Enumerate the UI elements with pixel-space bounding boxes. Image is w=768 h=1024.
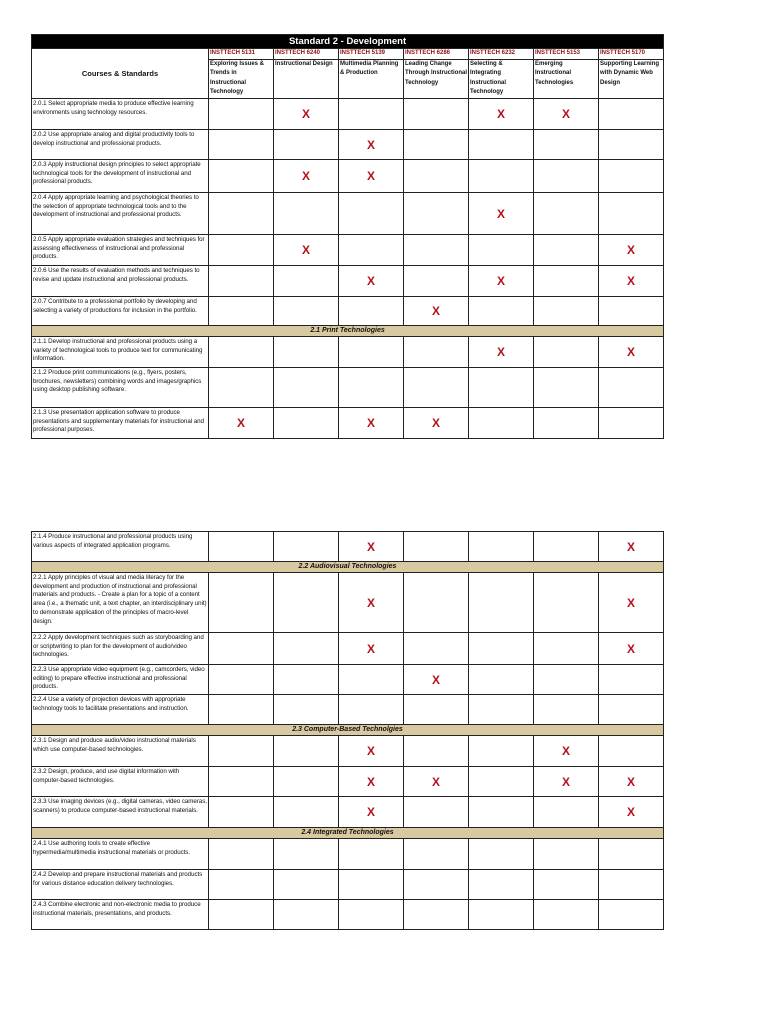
standard-row xyxy=(32,736,664,767)
mark-cell xyxy=(339,870,404,900)
x-mark: X xyxy=(496,206,505,221)
standard-text: 2.2.3 Use appropriate video equipment (e.g., camcorders, video editing) to prepare effective instructional and professional products. xyxy=(32,665,209,695)
mark-cell xyxy=(339,532,404,562)
mark-cell xyxy=(339,797,404,828)
mark-cell xyxy=(404,870,469,900)
mark-cell xyxy=(209,408,274,439)
mark-cell xyxy=(534,408,599,439)
mark-cell xyxy=(599,193,664,235)
standard-row xyxy=(32,266,664,297)
mark-cell xyxy=(404,235,469,266)
standard-text: 2.0.1 Select appropriate media to produce effective learning environments using technology resources. xyxy=(32,99,209,130)
mark-cell xyxy=(534,797,599,828)
mark-cell xyxy=(404,160,469,193)
mark-cell xyxy=(469,695,534,725)
course-header-7 xyxy=(599,49,664,99)
standard-text: 2.0.5 Apply appropriate evaluation strategies and techniques for assessing effectiveness of instructional and professional products. xyxy=(32,235,209,266)
standard-row xyxy=(32,297,664,326)
standard-row xyxy=(32,573,664,633)
mark-cell xyxy=(599,573,664,633)
x-mark: X xyxy=(561,774,570,789)
standard-text: 2.1.3 Use presentation application software to produce presentations and supplementary materials for instructional and professional purposes. xyxy=(32,408,209,439)
mark-cell xyxy=(209,767,274,797)
course-code: INSTTECH 6286 xyxy=(404,49,468,60)
mark-cell xyxy=(469,297,534,326)
mark-cell xyxy=(599,130,664,160)
mark-cell xyxy=(469,266,534,297)
mark-cell xyxy=(599,160,664,193)
course-name: Leading Change Through Instructional Technology xyxy=(405,60,467,86)
mark-cell xyxy=(469,130,534,160)
mark-cell xyxy=(599,408,664,439)
mark-cell xyxy=(209,900,274,930)
mark-cell xyxy=(469,767,534,797)
x-mark: X xyxy=(626,539,635,554)
mark-cell xyxy=(274,235,339,266)
mark-cell xyxy=(339,99,404,130)
mark-cell xyxy=(469,193,534,235)
mark-cell xyxy=(339,695,404,725)
x-mark: X xyxy=(236,416,245,430)
mark-cell xyxy=(209,266,274,297)
mark-cell xyxy=(339,368,404,408)
mark-cell xyxy=(209,193,274,235)
mark-cell xyxy=(404,633,469,665)
standard-text: 2.4.3 Combine electronic and non-electronic media to produce instructional materials, presentations, and products. xyxy=(32,900,209,930)
section-row xyxy=(32,828,664,839)
mark-cell xyxy=(209,160,274,193)
mark-cell xyxy=(339,767,404,797)
mark-cell xyxy=(534,266,599,297)
standard-row xyxy=(32,665,664,695)
mark-cell xyxy=(599,736,664,767)
mark-cell xyxy=(209,99,274,130)
mark-cell xyxy=(404,695,469,725)
mark-cell xyxy=(534,695,599,725)
mark-cell xyxy=(274,99,339,130)
mark-cell xyxy=(274,297,339,326)
course-code: INSTTECH 5131 xyxy=(209,49,273,60)
x-mark: X xyxy=(561,744,570,758)
mark-cell xyxy=(209,736,274,767)
standard-row xyxy=(32,337,664,368)
x-mark: X xyxy=(366,744,375,758)
mark-cell xyxy=(599,767,664,797)
mark-cell xyxy=(534,573,599,633)
mark-cell xyxy=(209,532,274,562)
section-row xyxy=(32,725,664,736)
mark-cell xyxy=(339,408,404,439)
x-mark: X xyxy=(301,243,310,257)
mark-cell xyxy=(404,797,469,828)
mark-cell xyxy=(534,368,599,408)
x-mark: X xyxy=(431,416,440,430)
mark-cell xyxy=(209,665,274,695)
section-heading: 2.3 Computer-Based Technolgies xyxy=(32,725,664,736)
mark-cell xyxy=(534,736,599,767)
x-mark: X xyxy=(301,169,310,183)
course-name: Selecting & Integrating Instructional Technology xyxy=(470,60,507,96)
mark-cell xyxy=(599,297,664,326)
mark-cell xyxy=(209,235,274,266)
mark-cell xyxy=(599,266,664,297)
mark-cell xyxy=(469,573,534,633)
mark-cell xyxy=(404,532,469,562)
x-mark: X xyxy=(627,345,636,359)
mark-cell xyxy=(209,337,274,368)
standard-row xyxy=(32,193,664,235)
mark-cell xyxy=(404,337,469,368)
standard-text: 2.1.2 Produce print communications (e.g., flyers, posters, brochures, newsletters) combining words and images/graphics using desktop publishing software. xyxy=(32,368,209,408)
mark-cell xyxy=(404,297,469,326)
x-mark: X xyxy=(627,274,636,288)
course-header-5 xyxy=(469,49,534,99)
mark-cell xyxy=(469,99,534,130)
mark-cell xyxy=(339,665,404,695)
mark-cell xyxy=(274,193,339,235)
mark-cell xyxy=(469,160,534,193)
section-row xyxy=(32,562,664,573)
mark-cell xyxy=(469,532,534,562)
course-header-2 xyxy=(274,49,339,99)
mark-cell xyxy=(534,297,599,326)
mark-cell xyxy=(534,160,599,193)
standard-row xyxy=(32,130,664,160)
standard-text: 2.0.6 Use the results of evaluation methods and techniques to revise and update instructional and professional products. xyxy=(32,266,209,297)
mark-cell xyxy=(469,368,534,408)
mark-cell xyxy=(599,900,664,930)
mark-cell xyxy=(534,839,599,870)
standard-text: 2.0.4 Apply appropriate learning and psychological theories to the selection of appropriate technological tools and to the development of instructional and professional products. xyxy=(32,193,209,235)
mark-cell xyxy=(599,532,664,562)
mark-cell xyxy=(339,736,404,767)
mark-cell xyxy=(209,797,274,828)
mark-cell xyxy=(534,532,599,562)
standard-row xyxy=(32,900,664,930)
x-mark: X xyxy=(366,641,375,656)
x-mark: X xyxy=(496,345,505,359)
x-mark: X xyxy=(561,107,570,121)
mark-cell xyxy=(274,408,339,439)
mark-cell xyxy=(599,695,664,725)
mark-cell xyxy=(534,900,599,930)
mark-cell xyxy=(404,368,469,408)
course-name: Emerging Instructional Technologies xyxy=(535,60,574,86)
mark-cell xyxy=(274,160,339,193)
course-name: Exploring Issues & Trends in Instructional Technology xyxy=(210,60,265,96)
mark-cell xyxy=(599,797,664,828)
mark-cell xyxy=(534,870,599,900)
mark-cell xyxy=(404,900,469,930)
mark-cell xyxy=(274,767,339,797)
standards-table-2 xyxy=(31,531,664,930)
standard-text: 2.0.3 Apply instructional design principles to select appropriate technological tools for the development of instructional and professional products. xyxy=(32,160,209,193)
x-mark: X xyxy=(366,805,375,819)
standard-text: 2.4.1 Use authoring tools to create effective hypermedia/multimedia instructional materials or products. xyxy=(32,839,209,870)
standard-text: 2.3.2 Design, produce, and use digital information with computer-based technologies. xyxy=(32,767,209,797)
mark-cell xyxy=(209,633,274,665)
mark-cell xyxy=(469,633,534,665)
x-mark: X xyxy=(626,641,635,656)
mark-cell xyxy=(534,633,599,665)
mark-cell xyxy=(599,235,664,266)
course-header-4 xyxy=(404,49,469,99)
x-mark: X xyxy=(496,274,505,288)
mark-cell xyxy=(599,99,664,130)
mark-cell xyxy=(534,665,599,695)
mark-cell xyxy=(404,408,469,439)
standard-text: 2.3.3 Use imaging devices (e.g., digital cameras, video cameras, scanners) to produce computer-based instructional materials. xyxy=(32,797,209,828)
mark-cell xyxy=(534,193,599,235)
standard-text: 2.0.7 Contribute to a professional portfolio by developing and selecting a variety of productions for inclusion in the portfolio. xyxy=(32,297,209,326)
mark-cell xyxy=(599,337,664,368)
x-mark: X xyxy=(626,774,635,789)
standards-table-1 xyxy=(31,34,664,439)
course-header-6 xyxy=(534,49,599,99)
mark-cell xyxy=(274,870,339,900)
mark-cell xyxy=(274,532,339,562)
mark-cell xyxy=(209,368,274,408)
mark-cell xyxy=(274,266,339,297)
mark-cell xyxy=(534,130,599,160)
standard-row xyxy=(32,633,664,665)
standard-text: 2.0.2 Use appropriate analog and digital productivity tools to develop instructional and professional products. xyxy=(32,130,209,160)
x-mark: X xyxy=(366,774,375,789)
mark-cell xyxy=(599,839,664,870)
mark-cell xyxy=(469,870,534,900)
course-code: INSTTECH 5139 xyxy=(339,49,403,60)
standard-row xyxy=(32,839,664,870)
mark-cell xyxy=(209,839,274,870)
mark-cell xyxy=(339,573,404,633)
mark-cell xyxy=(274,695,339,725)
mark-cell xyxy=(339,235,404,266)
mark-cell xyxy=(274,337,339,368)
mark-cell xyxy=(599,368,664,408)
course-code: INSTTECH 5153 xyxy=(534,49,598,60)
x-mark: X xyxy=(366,416,375,430)
x-mark: X xyxy=(366,539,375,554)
mark-cell xyxy=(469,797,534,828)
mark-cell xyxy=(404,193,469,235)
mark-cell xyxy=(469,665,534,695)
standard-text: 2.1.1 Develop instructional and professional products using a variety of technological tools to produce text for communicating information. xyxy=(32,337,209,368)
standard-row xyxy=(32,870,664,900)
mark-cell xyxy=(404,266,469,297)
mark-cell xyxy=(469,736,534,767)
mark-cell xyxy=(274,797,339,828)
courses-standards-label: Courses & Standards xyxy=(32,49,209,99)
course-code: INSTTECH 6240 xyxy=(274,49,338,60)
x-mark: X xyxy=(431,304,440,318)
mark-cell xyxy=(274,573,339,633)
mark-cell xyxy=(339,839,404,870)
course-code: INSTTECH 6232 xyxy=(469,49,533,60)
mark-cell xyxy=(404,665,469,695)
section-heading: 2.1 Print Technologies xyxy=(32,326,664,337)
mark-cell xyxy=(534,337,599,368)
x-mark: X xyxy=(627,243,636,257)
mark-cell xyxy=(339,900,404,930)
x-mark: X xyxy=(301,107,310,121)
x-mark: X xyxy=(626,805,635,819)
x-mark: X xyxy=(366,169,375,183)
standard-row xyxy=(32,532,664,562)
section-heading: 2.4 Integrated Technologies xyxy=(32,828,664,839)
mark-cell xyxy=(404,767,469,797)
standard-text: 2.2.1 Apply principles of visual and media literacy for the development and production of instructional and professional materials and products. - Create a plan for a topic of a content area (i.e., a thematic unit, a text chapter, an interdisciplinary unit) to demonstrate application of the principles of macro-level design. xyxy=(32,573,209,633)
standard-row xyxy=(32,368,664,408)
mark-cell xyxy=(209,870,274,900)
mark-cell xyxy=(274,839,339,870)
mark-cell xyxy=(534,235,599,266)
course-header-1 xyxy=(209,49,274,99)
mark-cell xyxy=(339,297,404,326)
mark-cell xyxy=(339,160,404,193)
section-row xyxy=(32,326,664,337)
course-name: Supporting Learning with Dynamic Web Design xyxy=(600,60,659,86)
mark-cell xyxy=(534,99,599,130)
mark-cell xyxy=(339,337,404,368)
standard-text: 2.1.4 Produce instructional and professional products using various aspects of integrated application programs. xyxy=(32,532,209,562)
mark-cell xyxy=(339,266,404,297)
standard-row xyxy=(32,767,664,797)
x-mark: X xyxy=(496,107,505,121)
x-mark: X xyxy=(366,595,375,610)
mark-cell xyxy=(274,368,339,408)
mark-cell xyxy=(404,99,469,130)
mark-cell xyxy=(209,130,274,160)
mark-cell xyxy=(209,297,274,326)
standard-text: 2.2.4 Use a variety of projection devices with appropriate technology tools to facilitate presentations and instruction. xyxy=(32,695,209,725)
mark-cell xyxy=(599,870,664,900)
standard-text: 2.3.1 Design and produce audio/video instructional materials which use computer-based technologies. xyxy=(32,736,209,767)
standard-text: 2.4.2 Develop and prepare instructional materials and products for various distance education delivery technologies. xyxy=(32,870,209,900)
x-mark: X xyxy=(366,274,375,288)
mark-cell xyxy=(599,633,664,665)
standard-row xyxy=(32,797,664,828)
mark-cell xyxy=(209,695,274,725)
mark-cell xyxy=(404,130,469,160)
mark-cell xyxy=(404,839,469,870)
section-heading: 2.2 Audiovisual Technologies xyxy=(32,562,664,573)
mark-cell xyxy=(274,633,339,665)
mark-cell xyxy=(469,900,534,930)
course-code: INSTTECH 5170 xyxy=(599,49,663,60)
mark-cell xyxy=(274,736,339,767)
course-header-3 xyxy=(339,49,404,99)
mark-cell xyxy=(469,839,534,870)
mark-cell xyxy=(339,633,404,665)
mark-cell xyxy=(274,665,339,695)
mark-cell xyxy=(404,573,469,633)
mark-cell xyxy=(209,573,274,633)
mark-cell xyxy=(599,665,664,695)
standard-row xyxy=(32,160,664,193)
course-name: Multimedia Planning & Production xyxy=(340,60,399,77)
standard-text: 2.2.2 Apply development techniques such as storyboarding and or scriptwriting to plan for the development of audio/video technologies. xyxy=(32,633,209,665)
mark-cell xyxy=(469,408,534,439)
mark-cell xyxy=(469,235,534,266)
table-title: Standard 2 - Development xyxy=(32,35,664,49)
mark-cell xyxy=(274,900,339,930)
mark-cell xyxy=(404,736,469,767)
mark-cell xyxy=(469,337,534,368)
mark-cell xyxy=(339,130,404,160)
standard-row xyxy=(32,695,664,725)
x-mark: X xyxy=(366,137,375,152)
x-mark: X xyxy=(626,595,635,610)
mark-cell xyxy=(339,193,404,235)
x-mark: X xyxy=(431,672,440,687)
standard-row xyxy=(32,99,664,130)
course-header-row xyxy=(32,49,664,99)
x-mark: X xyxy=(431,774,440,789)
standard-row xyxy=(32,235,664,266)
mark-cell xyxy=(534,767,599,797)
standard-row xyxy=(32,408,664,439)
course-name: Instructional Design xyxy=(275,60,333,67)
mark-cell xyxy=(274,130,339,160)
